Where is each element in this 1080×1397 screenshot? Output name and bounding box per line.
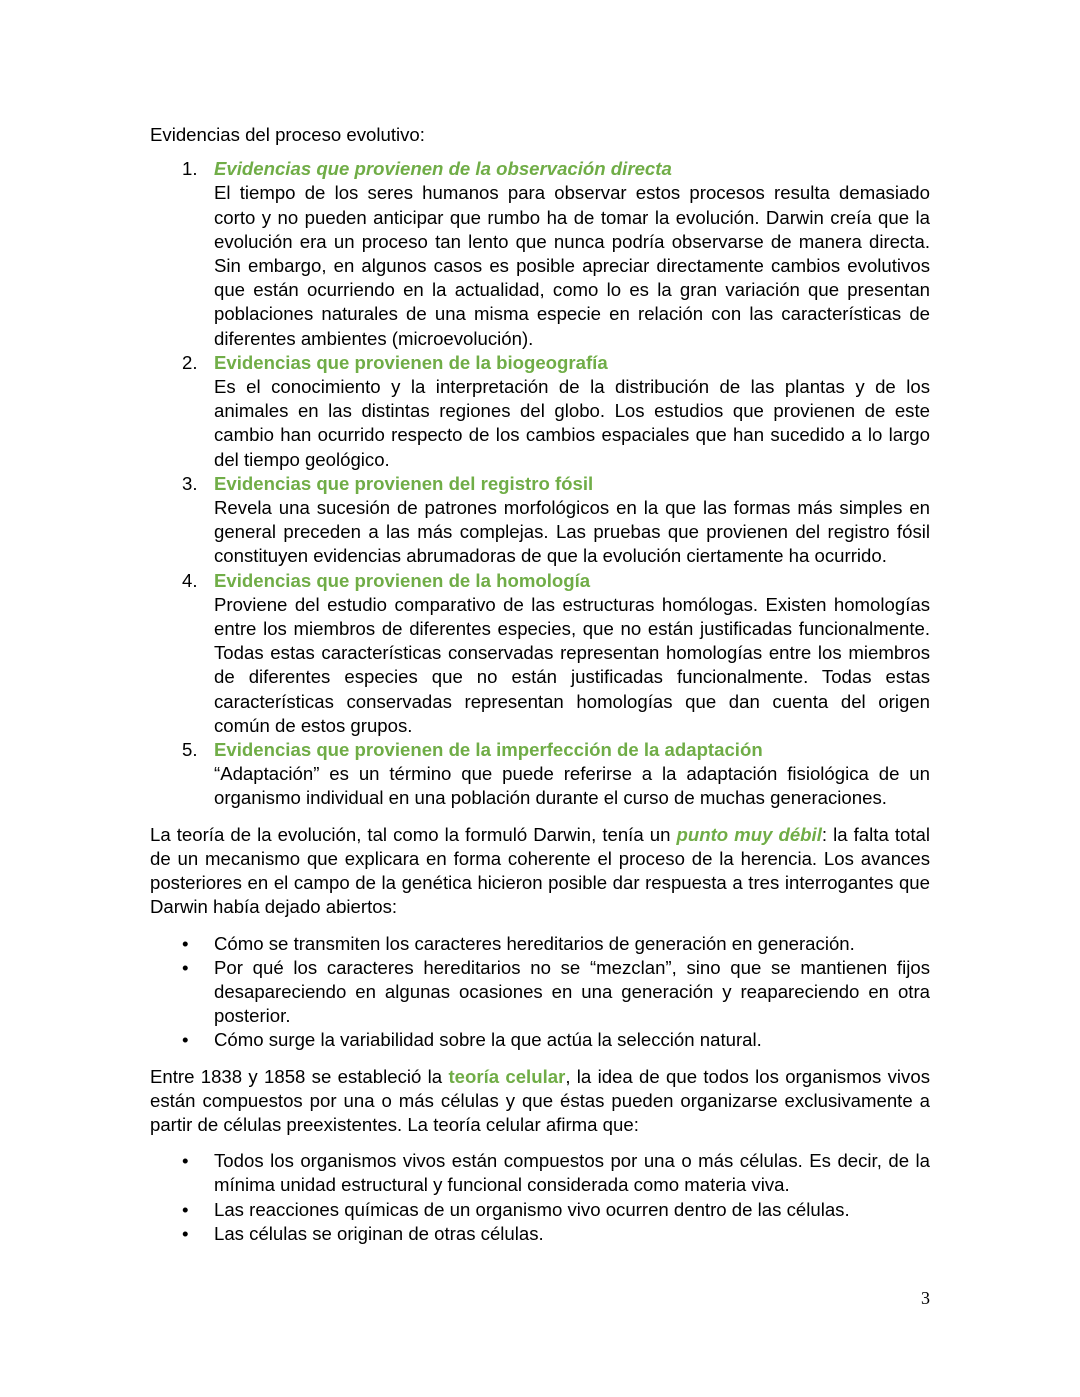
list-item-text: Las células se originan de otras células.	[214, 1222, 544, 1244]
evidence-list	[150, 157, 930, 810]
page-number: 3	[921, 1288, 930, 1308]
evidence-item	[150, 738, 930, 811]
list-item	[150, 1149, 930, 1197]
evidence-number: 3.	[182, 472, 198, 494]
evidence-item	[150, 472, 930, 569]
cell-theory-paragraph	[150, 1065, 930, 1138]
cell-text-after: , la idea de que todos los organismos vivos están compuestos por una o más células y que éstas pueden organizarse exclusivamente a partir de células preexistentes. La teoría celular afirma que:	[150, 1065, 930, 1135]
evidence-title: Evidencias que provienen de la observación directa	[214, 158, 672, 180]
list-item	[150, 932, 930, 956]
bullet-icon: •	[182, 1222, 189, 1244]
bullet-icon: •	[182, 1198, 189, 1220]
evidence-item	[150, 351, 930, 472]
evidence-text: Es el conocimiento y la interpretación de la distribución de las plantas y de los animales en las distintas regiones del globo. Los estudios que provienen de este cambio han ocurrido respecto de los cambios espaciales que han sucedido a lo largo del tiempo geológico.	[214, 376, 930, 470]
evidence-title: Evidencias que provienen de la biogeografía	[214, 351, 608, 373]
evidence-number: 4.	[182, 569, 198, 591]
evidence-title: Evidencias que provienen de la homología	[214, 569, 591, 591]
cell-theory-highlight: teoría celular	[448, 1065, 566, 1087]
list-item-text: Las reacciones químicas de un organismo vivo ocurren dentro de las células.	[214, 1198, 850, 1220]
document-body	[150, 123, 930, 1246]
evidence-title: Evidencias que provienen del registro fósil	[214, 472, 594, 494]
evidence-number: 1.	[182, 158, 198, 180]
darwin-text-before: La teoría de la evolución, tal como la formuló Darwin, tenía un	[150, 823, 677, 845]
cell-text-before: Entre 1838 y 1858 se estableció la	[150, 1065, 449, 1087]
list-item-text: Cómo se transmiten los caracteres hereditarios de generación en generación.	[214, 932, 855, 954]
darwin-text-after: : la falta total de un mecanismo que explicara en forma coherente el proceso de la herencia. Los avances posteriores en el campo de la genética hicieron posible dar respuesta a tres interrogantes que Darwin había dejado abiertos:	[150, 823, 930, 918]
evidence-text: “Adaptación” es un término que puede referirse a la adaptación fisiológica de un organismo individual en una población durante el curso de muchas generaciones.	[214, 763, 930, 809]
list-item	[150, 956, 930, 1029]
evidence-number: 5.	[182, 739, 198, 761]
bullet-icon: •	[182, 1150, 189, 1172]
list-item	[150, 1198, 930, 1222]
evidence-text: Revela una sucesión de patrones morfológicos en la que las formas más simples en general preceden a las más complejas. Las pruebas que provienen del registro fósil constituyen evidencias abrumadoras de que la evolución ciertamente ha ocurrido.	[214, 497, 930, 567]
cell-theory-list	[150, 1149, 930, 1246]
list-item-text: Por qué los caracteres hereditarios no se “mezclan”, sino que se mantienen fijos desapareciendo en algunas ocasiones en una generación y reapareciendo en otra posterior.	[214, 956, 930, 1027]
evidence-text: El tiempo de los seres humanos para observar estos procesos resulta demasiado corto y no pueden anticipar que rumbo ha de tomar la evolución. Darwin creía que la evolución era un proceso tan lento que nunca podría observarse de manera directa. Sin embargo, en algunos casos es posible apreciar directamente cambios evolutivos que están ocurriendo en la actualidad, como lo es la gran variación que presentan poblaciones naturales de una misma especie en relación con las características de diferentes ambientes (microevolución).	[214, 182, 930, 349]
list-item	[150, 1028, 930, 1052]
evidence-item	[150, 157, 930, 351]
section-intro: Evidencias del proceso evolutivo:	[150, 124, 425, 145]
bullet-icon: •	[182, 932, 189, 954]
darwin-highlight: punto muy débil	[676, 823, 822, 845]
evidence-title: Evidencias que provienen de la imperfección de la adaptación	[214, 739, 763, 761]
bullet-icon: •	[182, 956, 189, 978]
darwin-questions-list	[150, 932, 930, 1053]
list-item-text: Todos los organismos vivos están compuestos por una o más células. Es decir, de la mínima unidad estructural y funcional considerada como materia viva.	[214, 1150, 930, 1196]
evidence-number: 2.	[182, 351, 198, 373]
list-item-text: Cómo surge la variabilidad sobre la que actúa la selección natural.	[214, 1029, 762, 1051]
evidence-text: Proviene del estudio comparativo de las estructuras homólogas. Existen homologías entre los miembros de diferentes especies, que no están justificadas funcionalmente. Todas estas características conservadas representan homologías entre los miembros de diferentes especies que no están justificadas funcionalmente. Todas estas características conservadas representan homologías que dan cuenta del origen común de estos grupos.	[214, 593, 930, 736]
evidence-item	[150, 569, 930, 738]
bullet-icon: •	[182, 1029, 189, 1051]
darwin-paragraph	[150, 823, 930, 920]
list-item	[150, 1222, 930, 1246]
